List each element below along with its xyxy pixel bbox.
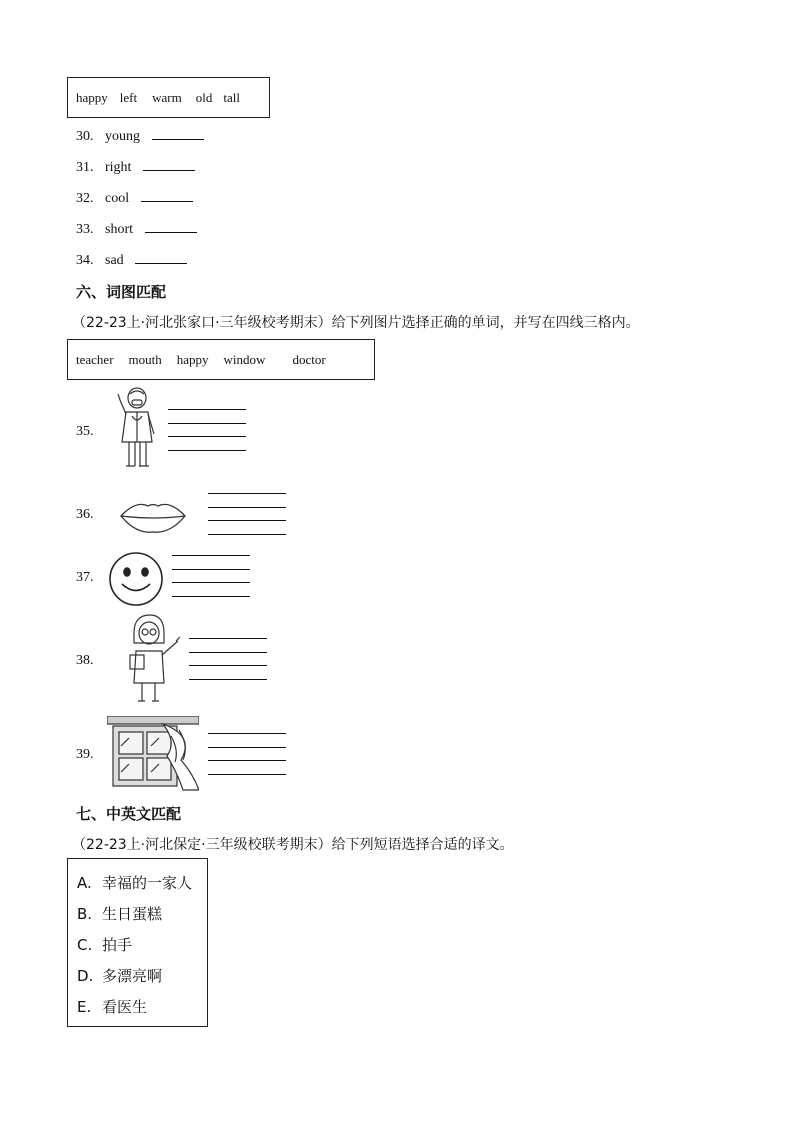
word-bank-box	[67, 339, 375, 380]
option-text: 幸福的一家人	[102, 874, 193, 892]
item-number: 38.	[76, 653, 94, 668]
mouth-icon	[118, 496, 188, 536]
options-box	[67, 858, 208, 1027]
question-word: sad	[105, 253, 124, 268]
option-text: 看医生	[102, 998, 148, 1016]
question-33	[76, 220, 197, 238]
option-text: 拍手	[102, 936, 133, 954]
item-number: 39.	[76, 747, 94, 762]
answer-blank[interactable]	[143, 158, 195, 171]
word-bank-word: teacher	[76, 351, 114, 367]
item-number: 35.	[76, 424, 94, 439]
section-7-instruction: （22-23上·河北保定·三年级校联考期末）给下列短语选择合适的译文。	[72, 837, 514, 853]
item-number: 37.	[76, 570, 94, 585]
option-letter: E.	[77, 998, 92, 1016]
writing-lines[interactable]	[172, 555, 250, 609]
section-7-heading: 七、中英文匹配	[76, 805, 182, 823]
smiley-face-icon	[107, 551, 165, 607]
question-34	[76, 251, 187, 269]
question-30	[76, 127, 204, 145]
answer-blank[interactable]	[152, 127, 204, 140]
writing-lines[interactable]	[208, 733, 286, 787]
question-word: right	[105, 160, 132, 175]
question-number: 30.	[76, 129, 94, 144]
question-word: cool	[105, 191, 130, 206]
teacher-icon	[124, 611, 182, 709]
option-letter: C.	[77, 936, 93, 954]
option-a	[77, 872, 192, 893]
option-letter: B.	[77, 905, 93, 923]
answer-blank[interactable]	[141, 189, 193, 202]
question-number: 32.	[76, 191, 94, 206]
word-bank-word: old	[195, 89, 213, 105]
option-c	[77, 934, 132, 955]
question-word: young	[105, 129, 140, 144]
window-icon	[107, 716, 199, 792]
word-bank-word: mouth	[128, 351, 162, 367]
writing-lines[interactable]	[189, 638, 267, 692]
question-word: short	[105, 222, 133, 237]
word-bank-word: window	[223, 351, 266, 367]
writing-lines[interactable]	[168, 409, 246, 463]
answer-blank[interactable]	[145, 220, 197, 233]
question-number: 31.	[76, 160, 94, 175]
option-text: 多漂亮啊	[102, 967, 163, 985]
option-letter: A.	[77, 874, 92, 892]
option-d	[77, 965, 162, 986]
word-bank-word: warm	[152, 89, 182, 105]
writing-lines[interactable]	[208, 493, 286, 547]
option-e	[77, 996, 147, 1017]
question-number: 33.	[76, 222, 94, 237]
question-31	[76, 158, 195, 176]
word-bank-word: doctor	[292, 351, 326, 367]
word-bank-word: happy	[76, 89, 108, 105]
word-bank-word: tall	[223, 89, 240, 105]
word-bank-word: happy	[176, 351, 209, 367]
option-letter: D.	[77, 967, 94, 985]
word-bank-box	[67, 77, 270, 118]
word-bank-word: left	[119, 89, 138, 105]
option-text: 生日蛋糕	[102, 905, 163, 923]
answer-blank[interactable]	[135, 251, 187, 264]
section-6-instruction: （22-23上·河北张家口·三年级校考期末）给下列图片选择正确的单词，并写在四线三格内。	[72, 315, 640, 331]
question-number: 34.	[76, 253, 94, 268]
doctor-icon	[112, 386, 160, 474]
option-b	[77, 903, 162, 924]
question-32	[76, 189, 193, 207]
item-number: 36.	[76, 507, 94, 522]
section-6-heading: 六、词图匹配	[76, 283, 167, 301]
